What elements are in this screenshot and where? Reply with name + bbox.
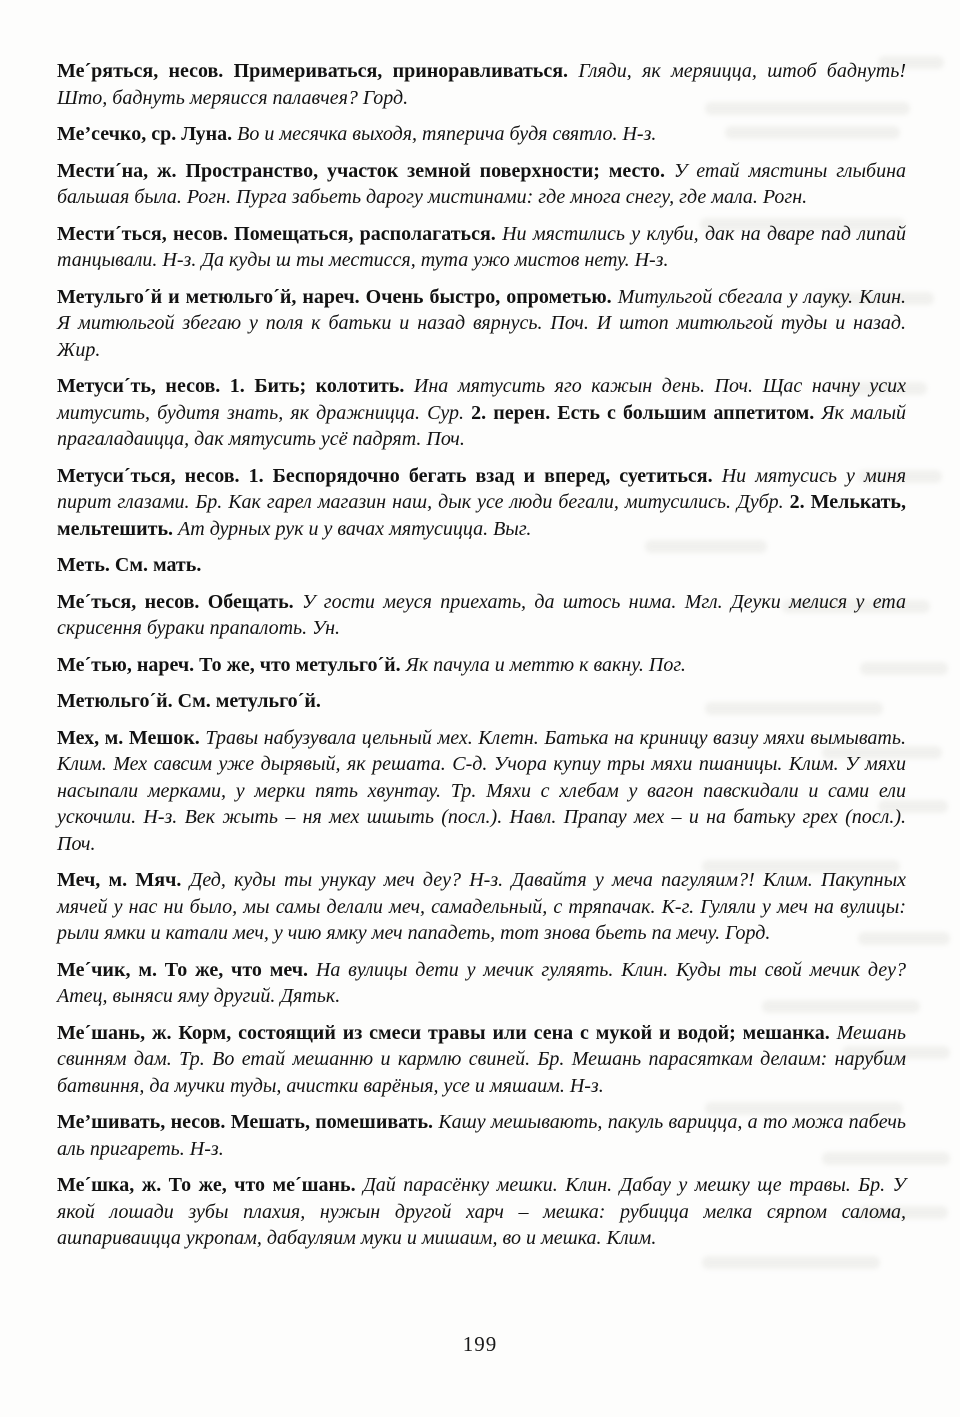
entry-headword-and-definition: Мех, м. Мешок. bbox=[57, 726, 206, 749]
entry-headword-and-definition: Ме´ться, несов. Обещать. bbox=[57, 590, 303, 613]
entry-example-text: Дай парасёнку мешки. Клин. Дабау у мешку ще травы. Бр. У якой лошади зубы плахия, нужын другой харч – мешка: рубицца мелка сярпом салома, ашпариваицца укропам, дабауляим муки и мишаим, во и мешка. Клим. bbox=[57, 1174, 906, 1249]
page-number: 199 bbox=[462, 1332, 498, 1356]
dictionary-entries bbox=[57, 58, 906, 1262]
entry-example-text: Травы набузувала цельный мех. Клетн. Батька на криницу вазиу мяхи вымывать. Клим. Мех савсим уже дырявый, як решата. С-д. Учора купиу тры мяхи пшаницы. Клим. У мяхи насыпали мерками, у мерки пять хвунтау. Тр. Мяхи с хлебам у вагон павскидали и сами ели ускочили. Н-з. Век жыть – ня мех шшыть (посл.). Навл. Прапау мех – и на батьку грех (посл.). Поч. bbox=[57, 726, 906, 855]
dictionary-entry bbox=[57, 652, 906, 679]
entry-headword-and-definition: Ме’сечко, ср. Луна. bbox=[57, 123, 238, 145]
entry-example-text: Во и месячка выходя, тяперича будя святло. Н-з. bbox=[237, 123, 657, 145]
entry-example-text: Митульгой сбегала у лауку. Клин. Я митюльгой збегаю у поля к батьки и назад вярнусь. Поч. И штоп митюльгой туды и назад. Жир. bbox=[57, 285, 906, 361]
dictionary-entry bbox=[57, 121, 906, 148]
entry-headword-and-definition: 2. Мелькать, мельтешить. bbox=[57, 491, 907, 540]
entry-headword-and-definition: Ме´шка, ж. То же, что ме´шань. bbox=[57, 1174, 364, 1196]
dictionary-entry bbox=[57, 589, 906, 642]
entry-headword-and-definition: Метюльго´й. См. метульго´й. bbox=[57, 690, 321, 712]
entry-headword-and-definition: Метуси´ться, несов. 1. Беспорядочно бегать взад и вперед, суетиться. bbox=[57, 464, 722, 487]
dictionary-entry bbox=[57, 221, 906, 274]
entry-example-text: Ат дурных рук и у вачах мятусицца. Выг. bbox=[178, 517, 532, 540]
entry-example-text: Дед, куды ты унукау меч деу? Н-з. Давайтя у меча пагуляим?! Клим. Пакупных мячей у нас ни было, мы самы делали меч, самадельный, с тряпачак. К-г. Гуляли у меч на вулицы: рыли ямки и катали меч, у чию ямку меч пападеть, тот знова бьеть па мечу. Горд. bbox=[57, 869, 906, 944]
dictionary-entry bbox=[57, 373, 906, 453]
entry-headword-and-definition: Метуси´ть, несов. 1. Бить; колотить. bbox=[57, 375, 414, 397]
entry-example-text: Ни мястились у клуби, дак на дваре пад липай танцывали. Н-з. Да куды ш ты местисся, тута ужо мистов нету. Н-з. bbox=[57, 222, 906, 271]
dictionary-entry bbox=[57, 463, 906, 543]
dictionary-entry bbox=[57, 1109, 906, 1162]
entry-headword-and-definition: 2. перен. Есть с большим аппетитом. bbox=[471, 401, 822, 424]
dictionary-entry bbox=[57, 1020, 906, 1100]
dictionary-entry bbox=[57, 58, 906, 111]
entry-example-text: Як малый прагаладаицца, дак мятусить усё падрят. Поч. bbox=[57, 401, 907, 450]
entry-headword-and-definition: Ме’шивать, несов. Мешать, помешивать. bbox=[57, 1111, 439, 1133]
entry-example-text: У гости меуся приехать, да штось нима. Мгл. Деуки мелися у ета скрисення бураки прапалоть. Ун. bbox=[57, 590, 906, 639]
entry-headword-and-definition: Ме´чик, м. То же, что меч. bbox=[57, 958, 316, 981]
entry-headword-and-definition: Ме´тью, нареч. То же, что метульго´й. bbox=[57, 653, 406, 676]
dictionary-entry bbox=[57, 725, 906, 858]
entry-headword-and-definition: Мести´ться, несов. Помещаться, располагаться. bbox=[57, 222, 503, 245]
entry-example-text: Кашу мешывають, пакуль варицца, а то можа пабечь аль пригареть. Н-з. bbox=[57, 1111, 906, 1160]
entry-headword-and-definition: Меть. См. мать. bbox=[57, 554, 202, 576]
entry-example-text: У етай мястины глыбина бальшая была. Рогн. Пурга забьеть дарогу мистинами: где многа снегу, где мала. Рогн. bbox=[57, 159, 907, 208]
dictionary-entry bbox=[57, 688, 906, 715]
dictionary-entry bbox=[57, 284, 906, 364]
entry-headword-and-definition: Ме´ряться, несов. Примериваться, приноравливаться. bbox=[57, 60, 579, 82]
entry-headword-and-definition: Мести´на, ж. Пространство, участок земной поверхности; место. bbox=[57, 159, 674, 182]
dictionary-entry bbox=[57, 158, 906, 211]
entry-example-text: Як пачула и меттю к вакну. Пог. bbox=[405, 653, 686, 676]
entry-example-text: Ина мятусить яго кажын день. Поч. Щас начну усих митусить, будитя знать, як дражницца. Сур. bbox=[57, 375, 907, 424]
entry-headword-and-definition: Метульго´й и метюльго´й, нареч. Очень быстро, опрометью. bbox=[57, 285, 618, 308]
dictionary-entry bbox=[57, 552, 906, 579]
dictionary-entry bbox=[57, 1172, 906, 1252]
entry-example-text: Ни мятусись у миня пирит глазами. Бр. Как гарел магазин наш, дык усе люди бегали, митусились. Дубр. bbox=[57, 464, 906, 513]
entry-headword-and-definition: Ме´шань, ж. Корм, состоящий из смеси травы или сена с мукой и водой; мешанка. bbox=[57, 1021, 837, 1044]
entry-example-text: Мешань свинням дам. Тр. Во етай мешанню и кармлю свиней. Бр. Мешань парасяткам делаим: нарубим батвиння, да мучки туды, ачистки варёныя, усе и мяшаим. Н-з. bbox=[57, 1021, 906, 1097]
entry-example-text: На вулицы дети у мечик гуляять. Клин. Куды ты свой мечик деу? Атец, выняси яму другий. Дятьк. bbox=[57, 958, 906, 1007]
dictionary-entry bbox=[57, 867, 906, 947]
entry-example-text: Гляди, як меряицца, штоб баднуть! Што, баднуть меряисся палавчея? Горд. bbox=[57, 60, 906, 109]
entry-headword-and-definition: Меч, м. Мяч. bbox=[57, 869, 190, 891]
dictionary-entry bbox=[57, 957, 906, 1010]
